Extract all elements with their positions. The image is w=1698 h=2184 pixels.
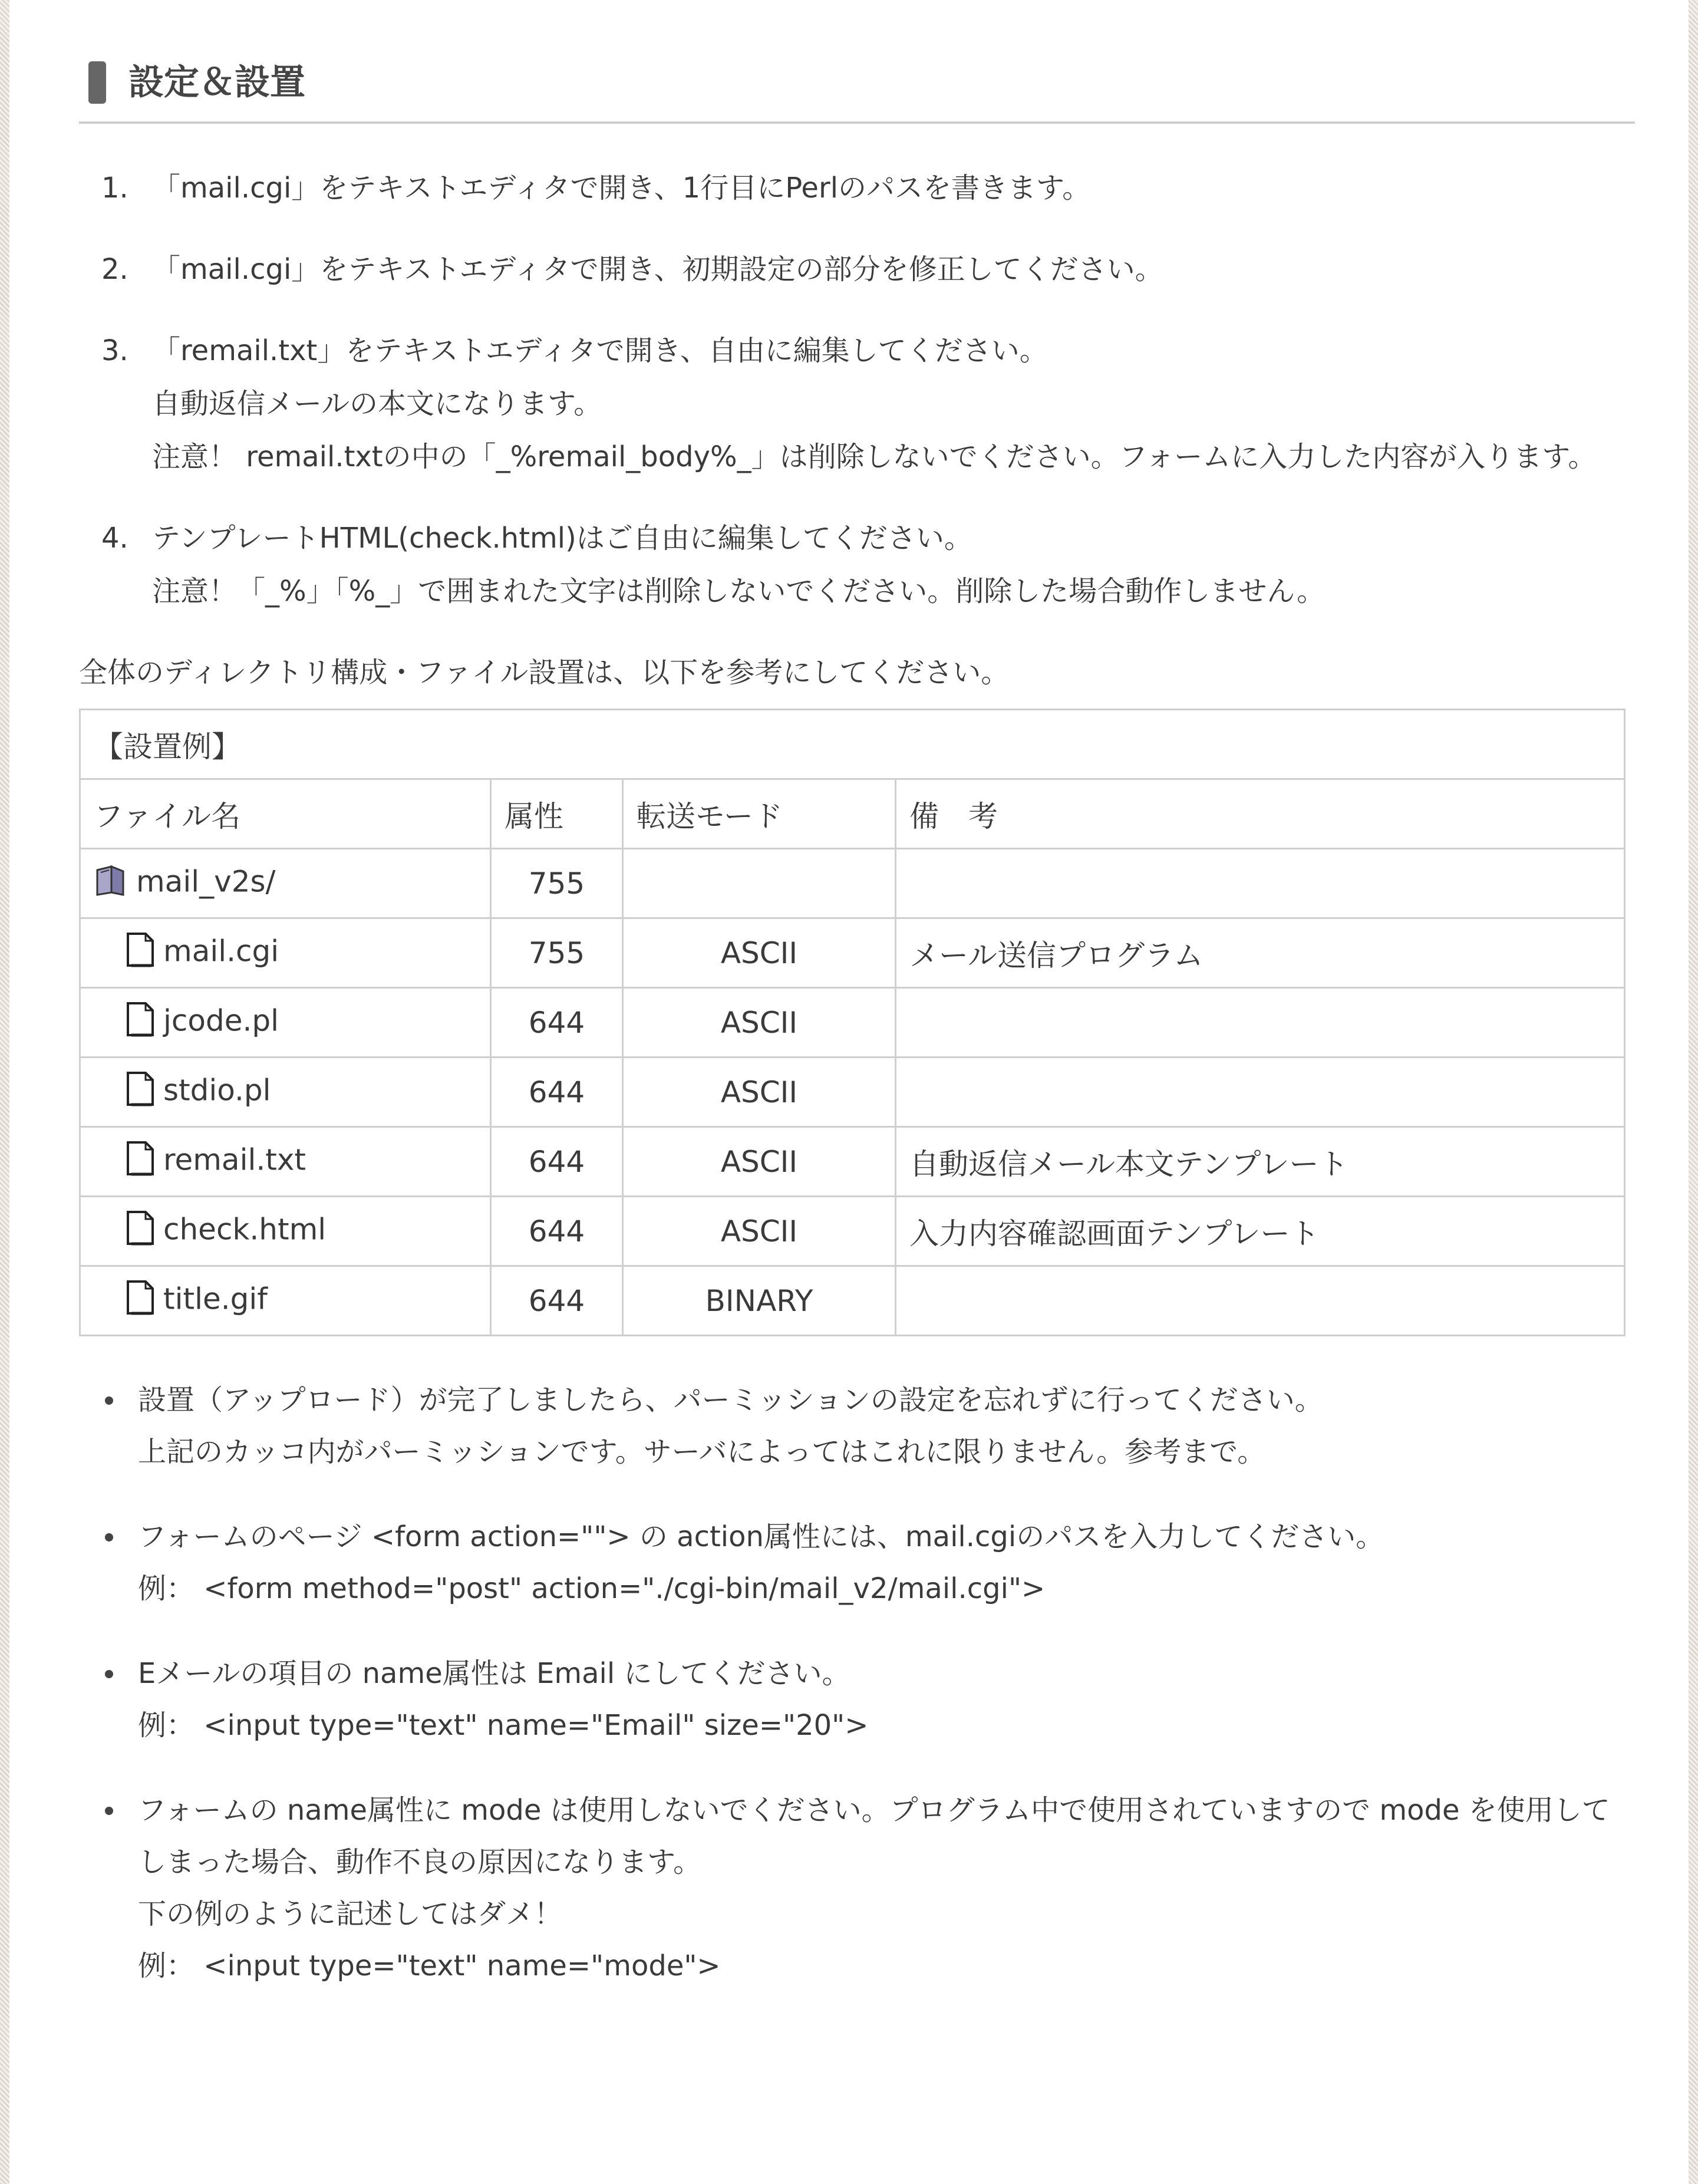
permission-cell: 755 [491,918,623,988]
table-caption-row [80,710,1625,779]
permission-cell: 644 [491,988,623,1058]
file-icon [126,1279,155,1323]
folder-icon [94,864,128,903]
step-item [79,324,1635,483]
heading-bar [88,61,106,104]
note-cell [896,988,1625,1058]
table-row [80,1266,1625,1336]
note-cell [896,1266,1625,1336]
permission-cell: 644 [491,1266,623,1336]
table-header-row [80,779,1625,849]
step-item [79,512,1635,618]
file-icon [126,1210,155,1253]
note-item [79,1648,1635,1751]
permission-cell: 644 [491,1197,623,1266]
note-example: 例： <input type="text" name="Email" size="20"> [138,1709,869,1742]
table-row [80,988,1625,1058]
install-example-table [79,709,1626,1336]
filename-cell [80,1197,491,1266]
note-text: 上記のカッコ内がパーミッションです。サーバによってはこれに限りません。参考まで。 [138,1435,1266,1468]
directory-intro: 全体のディレクトリ構成・ファイル設置は、以下を参考にしてください。 [79,656,1010,689]
header-filename: ファイル名 [80,779,491,849]
table-row [80,849,1625,918]
table-row [80,1197,1625,1266]
step-number: 4. [101,522,128,555]
note-item [79,1511,1635,1615]
transfer-mode-cell: ASCII [623,918,896,988]
step-text: 自動返信メールの本文になります。 [152,387,602,420]
note-item [79,1784,1635,1992]
content [79,0,1635,2025]
filename-cell [80,1058,491,1127]
file-icon [126,1140,155,1184]
filename: jcode.pl [163,1003,279,1037]
table-row [80,1127,1625,1197]
note-example: 例： <input type="text" name="mode"> [138,1949,721,1982]
page [9,0,1689,2184]
file-icon [126,1070,155,1114]
filename-cell [80,918,491,988]
note-text: フォームのページ <form action=""> の action属性には、mail.cgiのパスを入力してください。 [138,1520,1384,1553]
note-example: 例： <form method="post" action="./cgi-bin/mail_v2/mail.cgi"> [138,1572,1046,1605]
table-row [80,918,1625,988]
section-heading [79,0,1635,124]
note-text: 設置（アップロード）が完了しましたら、パーミッションの設定を忘れずに行ってください。 [138,1383,1323,1417]
transfer-mode-cell: ASCII [623,1127,896,1197]
note-cell: メール送信プログラム [896,918,1625,988]
section-title: 設定＆設置 [128,62,305,103]
step-item [79,162,1635,215]
header-permission: 属性 [491,779,623,849]
note-text: Eメールの項目の name属性は Email にしてください。 [138,1657,850,1690]
filename: stdio.pl [163,1073,271,1107]
step-text: 「remail.txt」をテキストエディタで開き、自由に編集してください。 [152,334,1048,367]
note-item [79,1374,1635,1478]
step-item [79,243,1635,296]
filename-cell [80,1266,491,1336]
file-icon [126,1001,155,1045]
header-transfer-mode: 転送モード [623,779,896,849]
bullet-icon [105,1533,113,1541]
note-text: フォームの name属性に mode は使用しないでください。プログラム中で使用されていますので mode を使用してしまった場合、動作不良の原因になります。 [138,1794,1610,1879]
step-number: 3. [101,334,128,367]
permission-cell: 644 [491,1058,623,1127]
note-cell [896,1058,1625,1127]
step-warning: 注意！「_%」「%_」で囲まれた文字は削除しないでください。削除した場合動作しません。 [152,575,1326,608]
filename: remail.txt [163,1142,306,1177]
step-text: 「mail.cgi」をテキストエディタで開き、1行目にPerlのパスを書きます。 [152,172,1091,205]
filename-cell [80,1127,491,1197]
filename: check.html [163,1212,327,1246]
note-cell [896,849,1625,918]
transfer-mode-cell: ASCII [623,1197,896,1266]
transfer-mode-cell: ASCII [623,988,896,1058]
permission-cell: 755 [491,849,623,918]
table-caption: 【設置例】 [80,710,1625,779]
transfer-mode-cell [623,849,896,918]
note-text: 下の例のように記述してはダメ！ [138,1898,563,1931]
header-note: 備 考 [896,779,1625,849]
filename-cell [80,988,491,1058]
transfer-mode-cell: BINARY [623,1266,896,1336]
notes-list [79,1374,1635,1992]
table-row [80,1058,1625,1127]
filename: mail.cgi [163,934,279,968]
note-cell: 入力内容確認画面テンプレート [896,1197,1625,1266]
setup-steps [79,162,1635,618]
step-number: 1. [101,172,128,205]
step-text: テンプレートHTML(check.html)はご自由に編集してください。 [152,522,972,555]
step-text: 「mail.cgi」をテキストエディタで開き、初期設定の部分を修正してください。 [152,253,1163,286]
file-icon [126,931,155,975]
note-cell: 自動返信メール本文テンプレート [896,1127,1625,1197]
step-number: 2. [101,253,128,286]
filename: title.gif [163,1282,268,1316]
bullet-icon [105,1396,113,1405]
filename-cell [80,849,491,918]
permission-cell: 644 [491,1127,623,1197]
bullet-icon [105,1807,113,1815]
bullet-icon [105,1670,113,1678]
transfer-mode-cell: ASCII [623,1058,896,1127]
step-warning: 注意！ remail.txtの中の「_%remail_body%_」は削除しないでください。フォームに入力した内容が入ります。 [152,440,1597,473]
filename: mail_v2s/ [136,864,276,898]
